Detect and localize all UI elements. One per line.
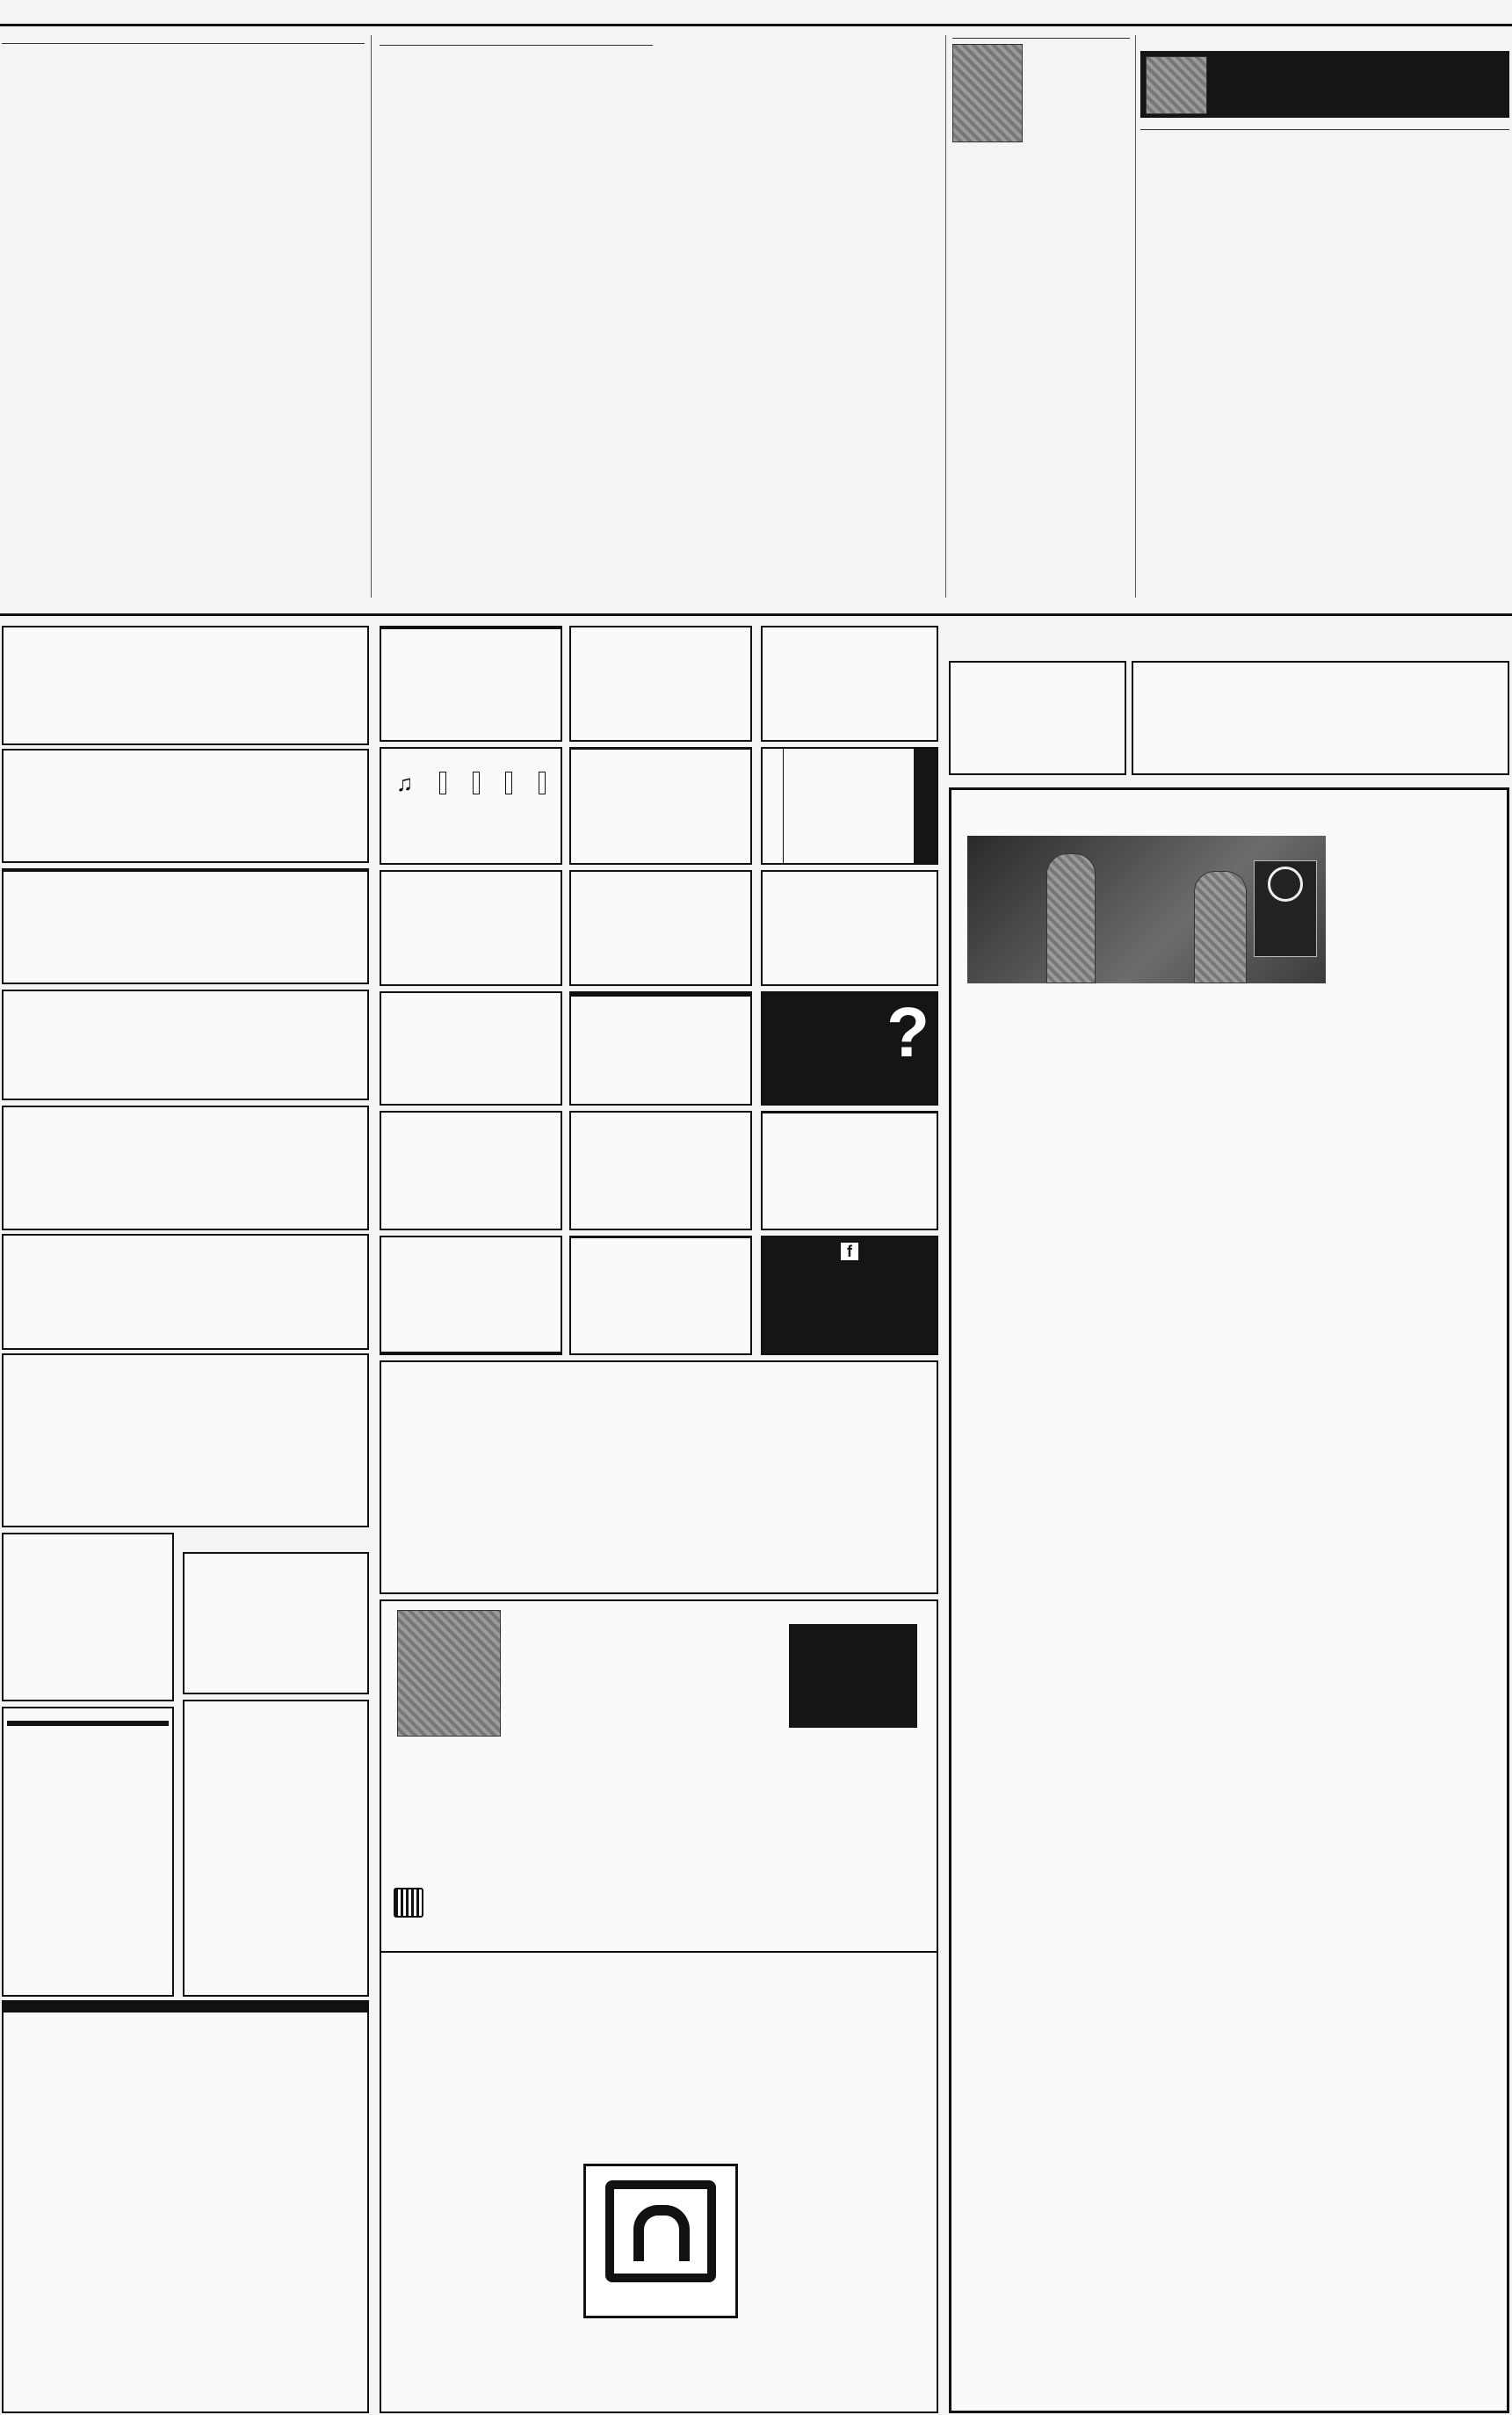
ad-text [4, 2012, 367, 2027]
qulkhwani-byline [952, 35, 1130, 39]
ad-text [184, 1557, 367, 1561]
ad-text [381, 872, 561, 875]
ad-tolet-uttara [1132, 661, 1509, 775]
portrait-photo [952, 44, 1023, 142]
ad-ilo-vacancy [949, 787, 1509, 2413]
ad-sub [439, 772, 446, 794]
ad-p3 [381, 1369, 937, 1373]
ad-title [184, 1701, 367, 1712]
column-rule [945, 35, 946, 598]
ad-text [763, 1113, 937, 1120]
ad-learn-english [761, 991, 938, 1106]
ctg-byline [2, 40, 365, 44]
ilo-logo-icon [1268, 867, 1303, 902]
ad-tolet-banani [761, 1111, 938, 1230]
mourn-title-box [789, 1624, 917, 1728]
question-icon: ? [886, 993, 930, 1071]
ad-wanted [2, 1707, 174, 1997]
court-byline [380, 42, 653, 46]
ad-text [571, 997, 750, 1000]
ad-text [381, 1113, 561, 1116]
ad-text [784, 751, 915, 752]
ad-house-content [784, 749, 915, 863]
ad-contact [381, 1352, 561, 1353]
ad-text [381, 993, 561, 997]
ad-text [571, 627, 750, 633]
ad-flat-sale-1 [380, 870, 562, 986]
ad-handle-row [763, 1243, 937, 1261]
nippon-logo [583, 2164, 738, 2318]
ad-nikunja [380, 626, 562, 742]
ad-sub [473, 772, 480, 794]
manzur-photo [1146, 56, 1207, 114]
manzur-story [1140, 51, 1509, 598]
ad-text2 [4, 2027, 367, 2030]
ad-side-phone [914, 749, 937, 863]
ad-home-tutoring [380, 747, 562, 865]
ad-sub [539, 772, 546, 794]
column-rule [371, 35, 372, 598]
ad-like-us [761, 1236, 938, 1355]
nippon-logo-n [633, 2205, 690, 2261]
ad-vara [380, 1236, 562, 1355]
ad-flat-for-rent [2, 1106, 369, 1230]
header-rule [0, 24, 1512, 26]
ad-text [571, 750, 750, 755]
ad-text [763, 627, 937, 631]
ad-title [763, 993, 886, 998]
ad-text [763, 872, 937, 875]
ad-text [571, 872, 750, 875]
ad-flat-sale-2 [569, 870, 752, 986]
ad-we-mourn [380, 1599, 938, 1969]
ad-tuition-wanted-1 [949, 661, 1126, 775]
ad-tolet-sheltech [761, 626, 938, 742]
court-story [380, 35, 938, 598]
ad-plot-sale [2, 868, 369, 984]
banner-person-photo [1046, 853, 1096, 983]
ad-cargo-vessel [2, 990, 369, 1100]
ad-tolet-furnished [569, 1111, 752, 1230]
manzur-byline [1140, 127, 1509, 130]
ad-oa-tuition [569, 747, 752, 865]
nippon-logo-mark [605, 2180, 716, 2282]
ad-text [4, 872, 367, 877]
ad-tuition-wanted-3 [569, 1236, 752, 1355]
ad-text [4, 1107, 367, 1113]
ad-independent-house [2, 749, 369, 863]
ad-condolence [380, 1951, 938, 2413]
facebook-icon: f [841, 1243, 858, 1260]
ad-building [569, 626, 752, 742]
ilo-footer [964, 2186, 1500, 2189]
ad-tuition-wanted-2 [761, 870, 938, 986]
ad-text [381, 629, 561, 633]
ad-flat-sale-3 [380, 991, 562, 1106]
ad-restaurant-space [569, 991, 752, 1106]
ad-text [571, 1113, 750, 1116]
ad-text [4, 991, 367, 998]
company-logo-icon [394, 1888, 423, 1918]
ad-line1 [4, 1236, 367, 1239]
ad-text2 [4, 1712, 172, 1719]
ad-land-sale [380, 1111, 562, 1230]
ctg-story [2, 35, 365, 598]
condolence-text [381, 1953, 937, 1965]
ad-career [2, 1353, 369, 1527]
manzur-banner [1140, 51, 1509, 118]
ad-ground-floor [2, 626, 369, 745]
ad-house-for-rent [761, 747, 938, 865]
ad-text [4, 1534, 172, 1538]
ad-hyundai [2, 1234, 369, 1350]
ad-gulshan-vacancy [380, 1360, 938, 1594]
ilo-banner [967, 836, 1326, 983]
ilo-logo [1254, 860, 1317, 957]
ad-text [571, 1238, 750, 1244]
qulkhwani-story [952, 35, 1130, 598]
mourn-photo [397, 1610, 501, 1737]
ad-text [381, 1239, 561, 1243]
ad-side-phone [763, 749, 784, 863]
ad-title-block [4, 2002, 367, 2012]
ad-job-search [183, 1552, 369, 1694]
banner-person-photo [1194, 871, 1247, 983]
ad-commercial-space [183, 1700, 369, 1997]
ad-land-factory [2, 2000, 369, 2413]
guitar-icon: ♫ [395, 770, 414, 796]
ad-tolet-gulshan [2, 1533, 174, 1701]
ad-text [4, 627, 367, 633]
page-header [0, 0, 1512, 23]
ad-sub [505, 772, 512, 794]
section-rule [0, 613, 1512, 616]
column-rule [1135, 35, 1136, 598]
ad-embassy [7, 1721, 169, 1726]
ad-text [4, 1357, 367, 1360]
